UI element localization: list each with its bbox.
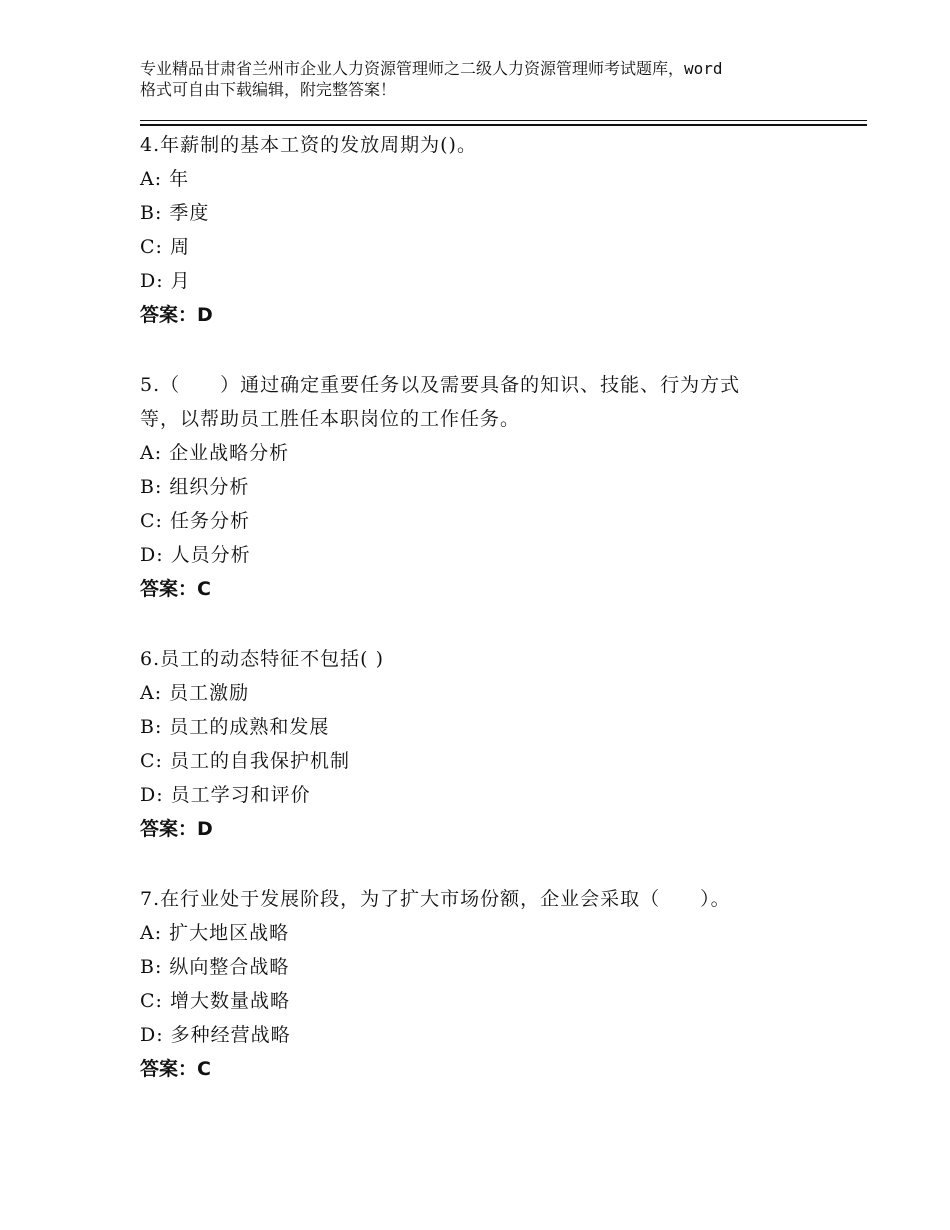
question-5 [140, 368, 820, 606]
question-stem: 7.在行业处于发展阶段，为了扩大市场份额，企业会采取（ ）。 [140, 888, 731, 910]
header-divider-thin [140, 120, 867, 121]
question-7 [140, 882, 820, 1086]
question-stem-line-2: 等，以帮助员工胜任本职岗位的工作任务。 [140, 408, 521, 430]
question-6 [140, 642, 820, 846]
option-b: B: 员工的成熟和发展 [140, 716, 330, 738]
option-c: C: 员工的自我保护机制 [140, 750, 350, 772]
question-4 [140, 128, 820, 332]
header-divider-thick [140, 124, 867, 126]
option-a: A: 扩大地区战略 [140, 922, 290, 944]
document-header [140, 58, 820, 100]
option-a: A: 员工激励 [140, 682, 250, 704]
option-c: C: 任务分析 [140, 510, 250, 532]
option-a: A: 企业战略分析 [140, 442, 290, 464]
answer: 答案：C [140, 578, 211, 600]
question-list [140, 128, 820, 1122]
option-d: D: 员工学习和评价 [140, 784, 311, 806]
option-d: D: 人员分析 [140, 544, 251, 566]
answer: 答案：D [140, 304, 213, 326]
question-stem-line-1: 5.（ ）通过确定重要任务以及需要具备的知识、技能、行为方式 [140, 374, 741, 396]
option-d: D: 月 [140, 270, 191, 292]
option-b: B: 纵向整合战略 [140, 956, 290, 978]
option-a: A: 年 [140, 168, 190, 190]
answer: 答案：C [140, 1058, 211, 1080]
question-stem: 4.年薪制的基本工资的发放周期为()。 [140, 134, 477, 156]
option-c: C: 周 [140, 236, 190, 258]
option-b: B: 季度 [140, 202, 210, 224]
question-stem: 6.员工的动态特征不包括( ) [140, 648, 384, 670]
option-c: C: 增大数量战略 [140, 990, 290, 1012]
option-d: D: 多种经营战略 [140, 1024, 291, 1046]
answer: 答案：D [140, 818, 213, 840]
header-line-1: 专业精品甘肃省兰州市企业人力资源管理师之二级人力资源管理师考试题库，word [140, 59, 723, 78]
option-b: B: 组织分析 [140, 476, 250, 498]
header-line-2: 格式可自由下载编辑，附完整答案！ [140, 80, 397, 99]
